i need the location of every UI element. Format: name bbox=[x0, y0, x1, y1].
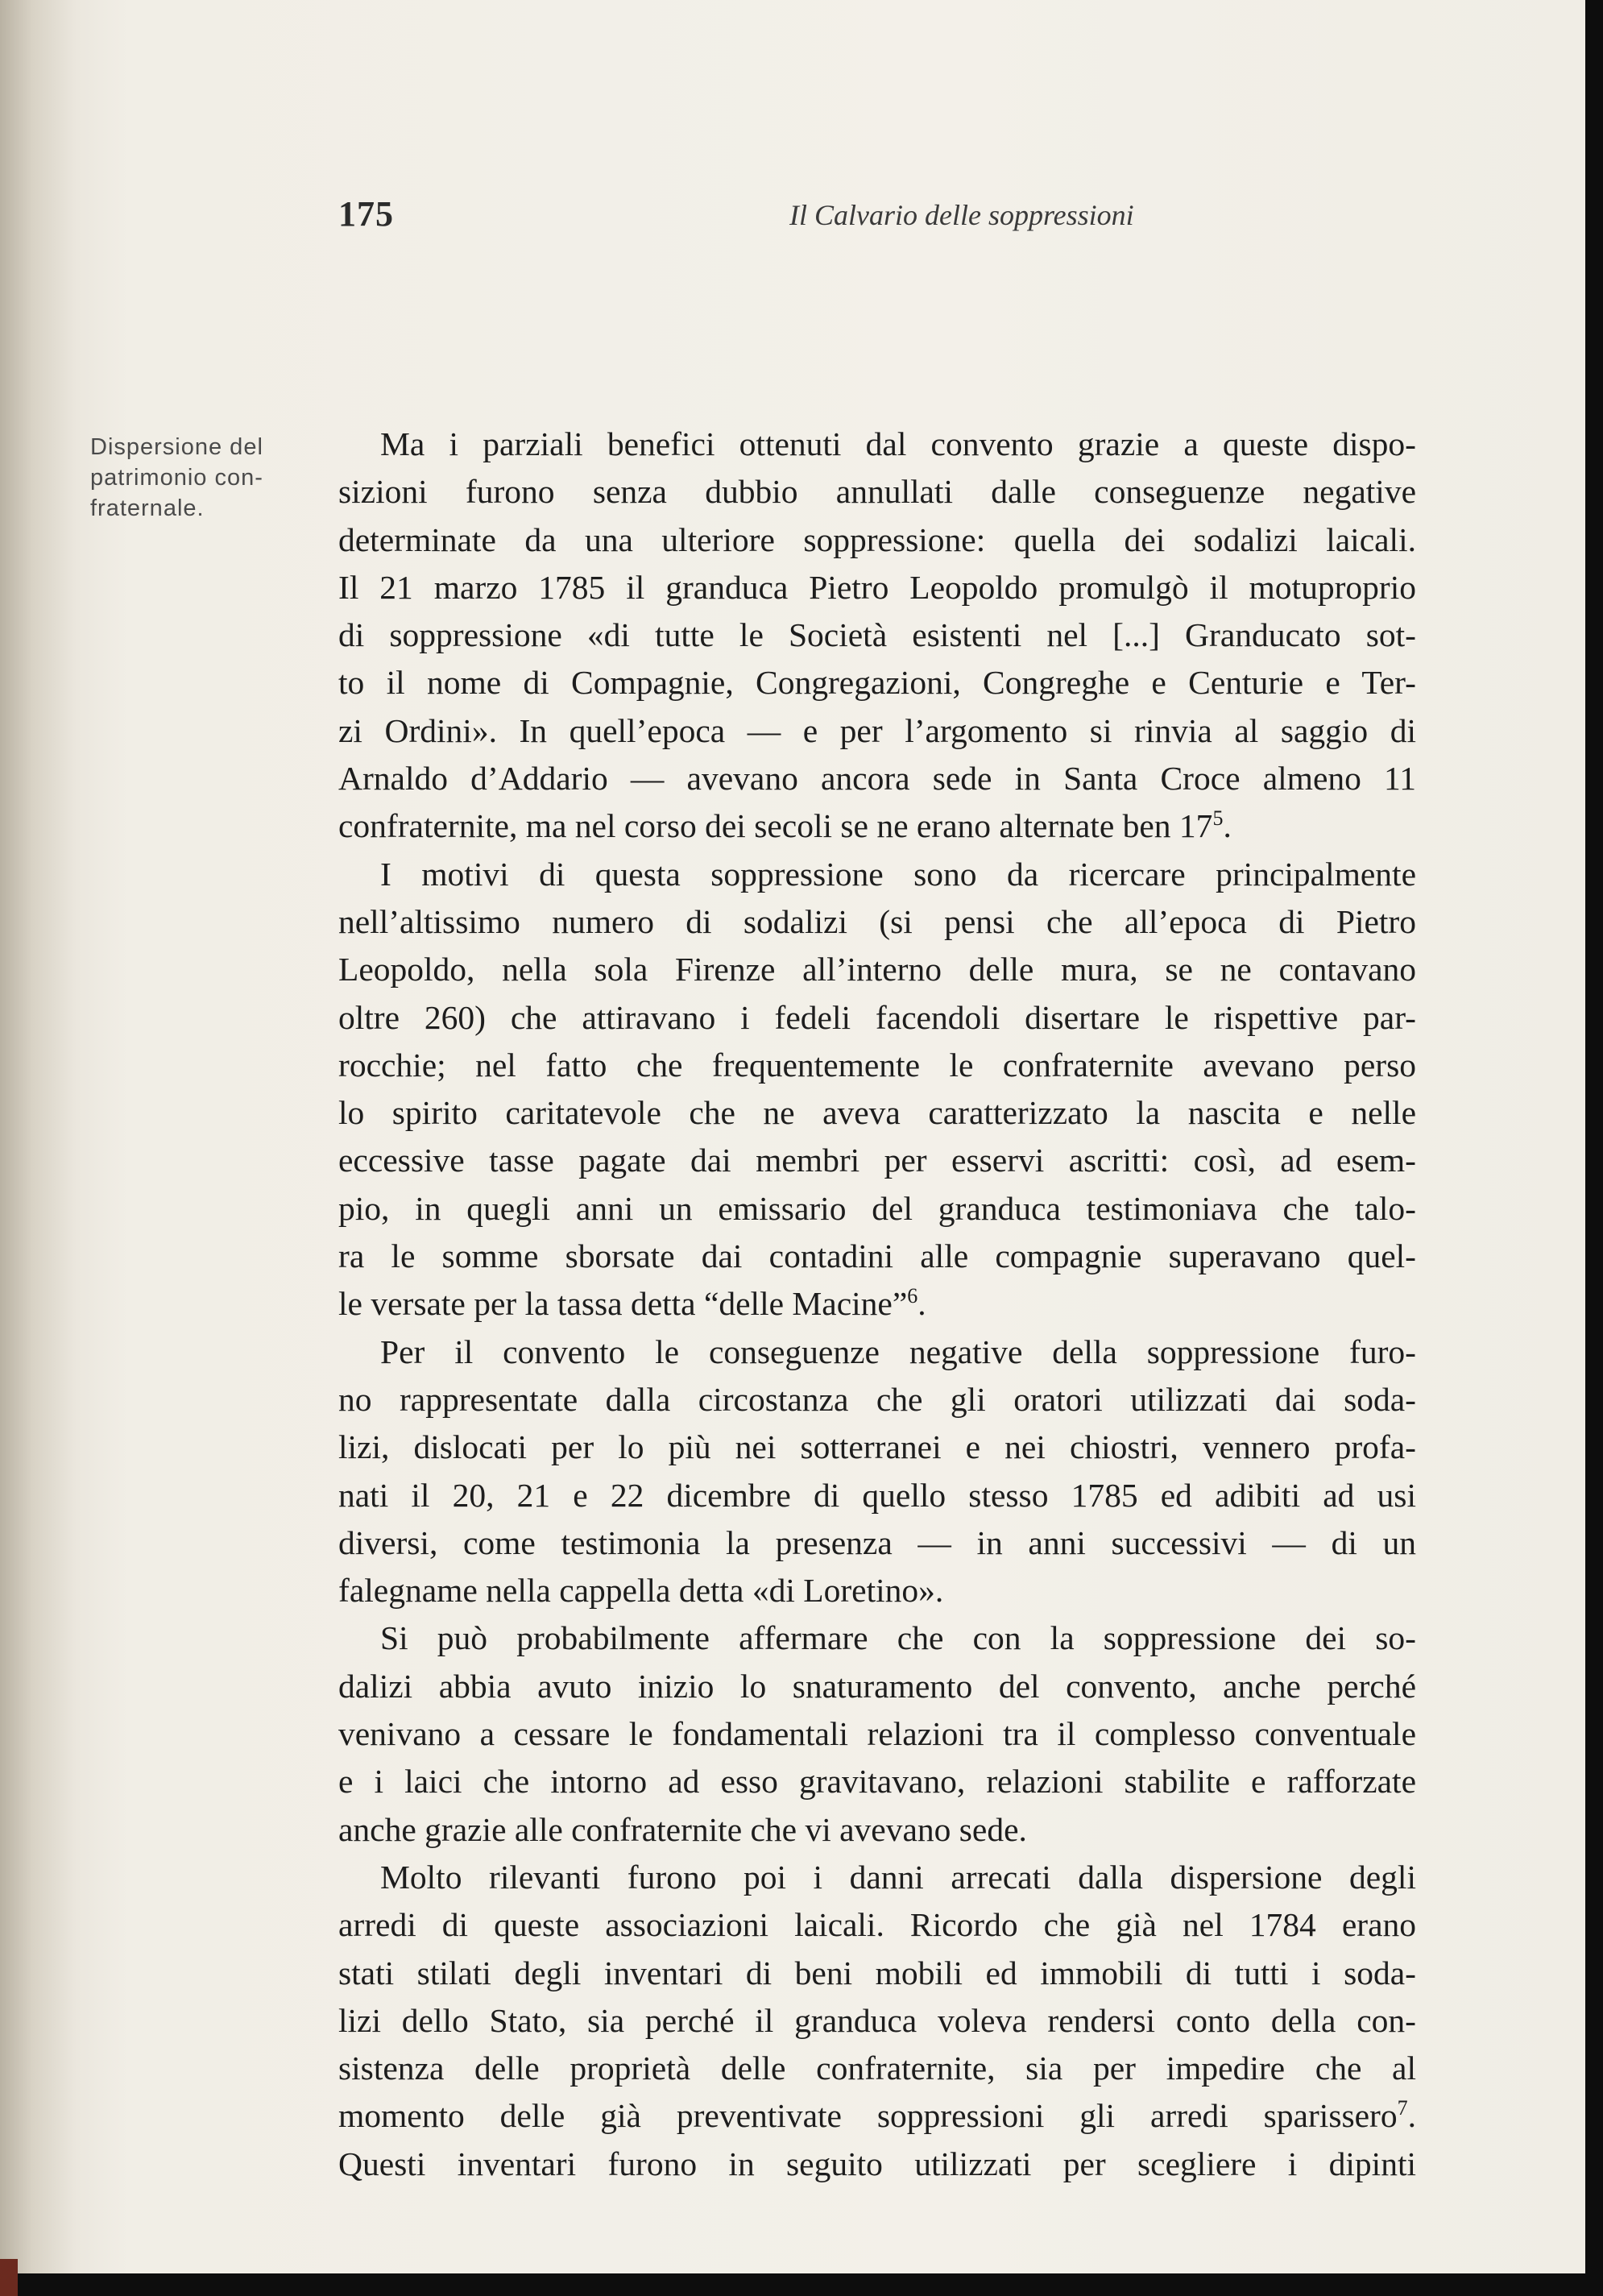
line-punctuation: . bbox=[1407, 2097, 1416, 2135]
line-text: eccessive tasse pagate dai membri per esservi ascritti: così, ad esem- bbox=[338, 1142, 1416, 1179]
margin-note-line: Dispersione del bbox=[90, 434, 263, 460]
line-text: Per il convento le conseguenze negative della soppressione furo- bbox=[380, 1332, 1416, 1370]
text-line bbox=[338, 1137, 1416, 1184]
line-text: falegname nella cappella detta «di Loretino». bbox=[338, 1572, 944, 1610]
line-text: lizi, dislocati per lo più nei sotterranei e nei chiostri, vennero profa- bbox=[338, 1428, 1416, 1466]
line-text: to il nome di Compagnie, Congregazioni, Congreghe e Centurie e Ter- bbox=[338, 664, 1416, 702]
text-line bbox=[338, 1614, 1416, 1662]
text-line bbox=[338, 2141, 1416, 2188]
text-line bbox=[338, 1758, 1416, 1805]
text-line bbox=[338, 1280, 1416, 1328]
footnote-ref: 5 bbox=[1212, 806, 1224, 831]
line-text: anche grazie alle confraternite che vi avevano sede. bbox=[338, 1810, 1027, 1848]
running-title: Il Calvario delle soppressioni bbox=[789, 199, 1134, 231]
line-text: diversi, come testimonia la presenza — in anni successivi — di un bbox=[338, 1523, 1416, 1561]
body-text bbox=[338, 421, 1416, 2188]
line-text: confraternite, ma nel corso dei secoli se ne erano alternate ben 17 bbox=[338, 807, 1213, 845]
text-line bbox=[338, 755, 1416, 802]
text-line bbox=[338, 707, 1416, 755]
line-text: sistenza delle proprietà delle confraternite, sia per impedire che al bbox=[338, 2049, 1416, 2087]
line-text: stati stilati degli inventari di beni mobili ed immobili di tutti i soda- bbox=[338, 1954, 1416, 1991]
footnote-ref: 6 bbox=[907, 1284, 918, 1308]
text-line bbox=[338, 946, 1416, 993]
text-line bbox=[338, 1997, 1416, 2045]
text-line bbox=[338, 1854, 1416, 1901]
margin-note-line: patrimonio con- bbox=[90, 465, 263, 491]
line-text: zi Ordini». In quell’epoca — e per l’argomento si rinvia al saggio di bbox=[338, 711, 1416, 749]
text-line bbox=[338, 659, 1416, 707]
line-text: lo spirito caritatevole che ne aveva caratterizzato la nascita e nelle bbox=[338, 1094, 1416, 1132]
text-line bbox=[338, 1376, 1416, 1424]
text-line bbox=[338, 1567, 1416, 1614]
text-line bbox=[338, 898, 1416, 946]
line-text: pio, in quegli anni un emissario del granduca testimoniava che talo- bbox=[338, 1189, 1416, 1227]
line-text: lizi dello Stato, sia perché il granduca voleva rendersi conto della con- bbox=[338, 2001, 1416, 2039]
line-text: rocchie; nel fatto che frequentemente le confraternite avevano perso bbox=[338, 1046, 1416, 1084]
line-text: di soppressione «di tutte le Società esistenti nel [...] Granducato sot- bbox=[338, 616, 1416, 654]
text-line bbox=[338, 2092, 1416, 2140]
line-text: oltre 260) che attiravano i fedeli facendoli disertare le rispettive par- bbox=[338, 998, 1416, 1036]
text-line bbox=[338, 1233, 1416, 1280]
text-line bbox=[338, 1519, 1416, 1567]
line-text: venivano a cessare le fondamentali relazioni tra il complesso conventuale bbox=[338, 1715, 1416, 1753]
text-line bbox=[338, 1710, 1416, 1758]
line-text: Arnaldo d’Addario — avevano ancora sede in Santa Croce almeno 11 bbox=[338, 760, 1416, 798]
line-text: e i laici che intorno ad esso gravitavano, relazioni stabilite e rafforzate bbox=[338, 1763, 1416, 1801]
line-text: ra le somme sborsate dai contadini alle compagnie superavano quel- bbox=[338, 1237, 1416, 1275]
line-text: sizioni furono senza dubbio annullati dalle conseguenze negative bbox=[338, 473, 1416, 511]
scan-edge-bottom bbox=[0, 2273, 1603, 2296]
line-punctuation: . bbox=[917, 1285, 926, 1323]
line-text: I motivi di questa soppressione sono da ricercare principalmente bbox=[380, 855, 1416, 893]
text-line bbox=[338, 611, 1416, 659]
scan-edge-right bbox=[1585, 0, 1603, 2296]
text-line bbox=[338, 1424, 1416, 1471]
text-line bbox=[338, 421, 1416, 468]
line-text: Ma i parziali benefici ottenuti dal convento grazie a queste dispo- bbox=[380, 425, 1416, 462]
text-line bbox=[338, 994, 1416, 1042]
text-line bbox=[338, 851, 1416, 898]
line-text: Si può probabilmente affermare che con la soppressione dei so- bbox=[380, 1619, 1416, 1657]
margin-note-line: fraternale. bbox=[90, 495, 205, 521]
line-text: nati il 20, 21 e 22 dicembre di quello stesso 1785 ed adibiti ad usi bbox=[338, 1476, 1416, 1514]
text-line bbox=[338, 1472, 1416, 1519]
footnote-ref: 7 bbox=[1397, 2096, 1408, 2120]
line-text: Molto rilevanti furono poi i danni arrecati dalla dispersione degli bbox=[380, 1858, 1416, 1896]
margin-note bbox=[90, 432, 308, 524]
text-line bbox=[338, 802, 1416, 850]
line-text: no rappresentate dalla circostanza che gli oratori utilizzati dai soda- bbox=[338, 1380, 1416, 1418]
text-line bbox=[338, 1185, 1416, 1233]
text-line bbox=[338, 468, 1416, 516]
text-line bbox=[338, 516, 1416, 564]
text-line bbox=[338, 1042, 1416, 1089]
page-number: 175 bbox=[338, 194, 394, 234]
line-text: Il 21 marzo 1785 il granduca Pietro Leopoldo promulgò il motuproprio bbox=[338, 568, 1416, 606]
line-punctuation: . bbox=[1223, 807, 1232, 845]
line-text: Leopoldo, nella sola Firenze all’interno delle mura, se ne contavano bbox=[338, 951, 1416, 988]
text-line bbox=[338, 1663, 1416, 1710]
text-line bbox=[338, 1089, 1416, 1137]
text-line bbox=[338, 564, 1416, 611]
text-line bbox=[338, 2045, 1416, 2092]
line-text: dalizi abbia avuto inizio lo snaturamento del convento, anche perché bbox=[338, 1667, 1416, 1705]
scan-edge-corner bbox=[0, 2259, 18, 2296]
text-line bbox=[338, 1806, 1416, 1854]
line-text: nell’altissimo numero di sodalizi (si pensi che all’epoca di Pietro bbox=[338, 902, 1416, 940]
line-text: momento delle già preventivate soppressioni gli arredi sparissero bbox=[338, 2097, 1398, 2135]
line-text: arredi di queste associazioni laicali. Ricordo che già nel 1784 erano bbox=[338, 1906, 1416, 1944]
line-text: le versate per la tassa detta “delle Macine” bbox=[338, 1285, 908, 1323]
text-line bbox=[338, 1328, 1416, 1376]
line-text: Questi inventari furono in seguito utilizzati per scegliere i dipinti bbox=[338, 2145, 1416, 2182]
line-text: determinate da una ulteriore soppressione: quella dei sodalizi laicali. bbox=[338, 520, 1416, 558]
text-line bbox=[338, 1950, 1416, 1997]
text-line bbox=[338, 1901, 1416, 1949]
